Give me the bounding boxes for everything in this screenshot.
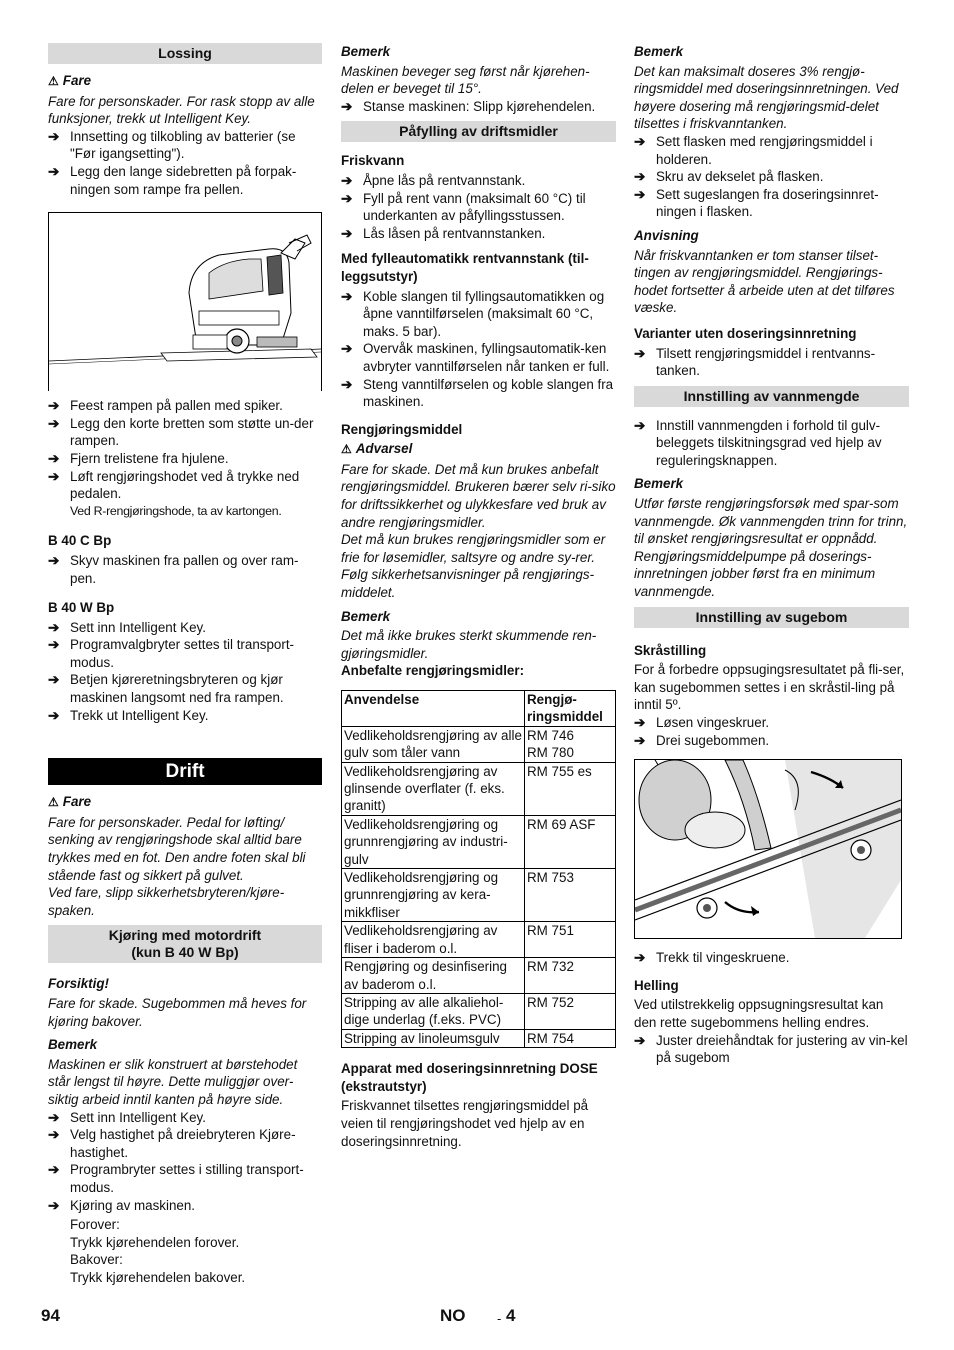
step-item [634,345,909,380]
forover-text: Trykk kjørehendelen forover. [70,1234,240,1250]
fare-title-2: ⚠ Fare [48,794,92,810]
arrow-right-icon: ➔ [48,415,60,431]
bemerk-text-2b: Rengjøringsmiddelpumpe på doserings-innretningen jobber først fra en minimum vannmengde. [634,548,876,600]
dose-text: Friskvannet tilsettes rengjøringsmiddel på veien til rengjøringshodet ved hjelp av en doseringsinnretning. [341,1098,589,1149]
table-cell: RM 69 ASF [525,815,616,868]
arrow-right-icon: ➔ [48,1197,60,1213]
cleaning-agents-table [341,690,616,1048]
arrow-right-icon: ➔ [48,1162,60,1178]
forsiktig-text: Fare for skade. Sugebommen må heves for kjøring bakover. [48,996,307,1029]
table-row [342,993,616,1029]
step-item [48,619,322,637]
arrow-right-icon: ➔ [634,169,646,185]
table-cell: RM 753 [525,869,616,922]
section-number: 4 [506,1306,516,1325]
heading-helling: Helling [634,977,679,993]
bemerk-text: Maskinen beveger seg først når kjørehen-delen er beveget til 15°. [341,63,590,97]
step-item [48,397,322,415]
bemerk-text-2a: Utfør første rengjøringsforsøk med spar-som vannmengde. Øk vannmengden trinn for trinn, til ønsket rengjøringsresultat er oppnådd. [634,496,908,547]
table-cell: Stripping av linoleumsgulv [342,1029,525,1047]
table-cell: RM 754 [525,1029,616,1047]
arrow-right-icon: ➔ [634,133,646,149]
step-item [341,340,616,375]
heading-skrastilling: Skråstilling [634,642,707,658]
arrow-right-icon: ➔ [341,98,353,114]
step-item [48,128,322,163]
arrow-right-icon: ➔ [341,172,353,188]
step-item [634,949,909,967]
step-item [634,714,909,732]
step-item [48,450,322,468]
step-item [634,417,909,470]
step-text: Trekk ut Intelligent Key. [70,707,209,723]
step-text: Tilsett rengjøringsmiddel i rentvanns-tanken. [656,345,876,379]
step-text: Velg hastighet på dreiebryteren Kjøre-hastighet. [70,1127,296,1160]
step-text: Stanse maskinen: Slipp kjørehendelen. [363,98,596,114]
step-item [634,732,909,750]
arrow-right-icon: ➔ [48,163,60,179]
heading-varianter: Varianter uten doseringsinnretning [634,325,857,341]
step-text: Programvalgbryter settes til transport-modus. [70,637,294,670]
step-text: Juster dreiehåndtak for justering av vin-kel på sugebom [656,1032,908,1066]
step-text: Sett inn Intelligent Key. [70,619,206,635]
arrow-right-icon: ➔ [48,672,60,688]
table-cell: RM 746 RM 780 [525,726,616,762]
step-text: Steng vanntilførselen og koble slangen fra maskinen. [363,376,614,410]
step-item [48,1126,322,1161]
bakover-text: Trykk kjørehendelen bakover. [70,1269,246,1285]
anvisning-title: Anvisning [634,227,699,243]
machine-on-pallet-figure [48,212,322,391]
arrow-right-icon: ➔ [341,288,353,304]
heading-fylleautomatikk: Med fylleautomatikk rentvannstank (til-leggsutstyr) [341,251,589,284]
bemerk-text: Maskinen er slik konstruert at børstehodet står lengst til høyre. Dette muliggjør over-siktig arbeid inntil kanten på høyre side. [48,1056,298,1107]
arrow-right-icon: ➔ [48,619,60,635]
arrow-right-icon: ➔ [48,1109,60,1125]
table-cell: RM 755 es [525,762,616,815]
table-row [342,1029,616,1047]
step-item [48,415,322,450]
bemerk-title: Bemerk [48,1037,98,1053]
arrow-right-icon: ➔ [48,707,60,723]
step-item [634,1032,909,1067]
heading-b40w: B 40 W Bp [48,600,115,616]
step-item [48,707,322,725]
machine-illustration [49,213,321,391]
arrow-right-icon: ➔ [634,345,646,361]
bemerk-title: Bemerk [634,44,684,59]
bakover-label: Bakover: [70,1252,123,1268]
step-text: Betjen kjøreretningsbryteren og kjør maskinen langsomt ned fra rampen. [70,672,284,706]
step-item [634,186,909,221]
table-cell: Vedlikeholdsrengjøring av glinsende overflater (f. eks. granitt) [342,762,525,815]
arrow-right-icon: ➔ [341,190,353,206]
step-text: Åpne lås på rentvannstank. [363,172,526,188]
arrow-right-icon: ➔ [634,732,646,748]
arrow-right-icon: ➔ [48,1127,60,1143]
step-text: Sett flasken med rengjøringsmiddel i holderen. [656,133,873,167]
step-text: Overvåk maskinen, fyllingsautomatik-ken avbryter vanntilførselen når tanken er full. [363,341,610,374]
step-text: Innsetting og tilkobling av batterier (se "Før igangsetting"). [70,128,296,162]
forover-label: Forover: [70,1217,120,1233]
step-text: Feest rampen på pallen med spiker. [70,398,283,414]
fare-text-2: Fare for personskader. Pedal for løfting/ senking av rengjøringshode skal alltid bare trykkes med en fot. Den andre foten skal bli stående fast og sikkert på gulvet. [48,814,306,883]
table-header-cell: Rengjø-ringsmiddel [525,691,616,727]
section-heading-motordrift: Kjøring med motordrift (kun B 40 W Bp) [48,925,322,963]
chapter-heading-drift: Drift [48,758,322,785]
arrow-right-icon: ➔ [48,398,60,414]
column-3 [634,43,909,1067]
arrow-right-icon: ➔ [634,417,646,433]
step-item [341,98,616,116]
footer-dash: - [497,1311,502,1326]
table-header-cell: Anvendelse [342,691,525,727]
page-number: 94 [41,1306,60,1325]
table-row [342,815,616,868]
table-cell: Vedlikeholdsrengjøring av alle gulv som tåler vann [342,726,525,762]
step-text: Trekk til vingeskruene. [656,950,790,966]
language-code: NO [440,1306,466,1325]
arrow-right-icon: ➔ [634,1032,646,1048]
section-heading-lossing: Lossing [48,43,322,64]
step-text: Legg den korte bretten som støtte un-der rampen. [70,415,314,449]
step-item [48,163,322,198]
step-item [341,288,616,341]
table-row [342,958,616,994]
warning-icon: ⚠ [48,74,59,88]
step-text: Innstill vannmengden i forhold til gulv-beleggets tilskitningsgrad ved hjelp av reguleringsknappen. [656,417,882,468]
table-cell: Vedlikeholdsrengjøring og grunnrengjøring av industri-gulv [342,815,525,868]
helling-text: Ved utilstrekkelig oppsugningsresultat kan den rette sugebommens helling endres. [634,997,884,1030]
column-2 [341,43,616,1150]
step-item [48,1197,322,1215]
step-text: Fyll på rent vann (maksimalt 60 °C) til underkanten av påfyllingsstussen. [363,190,586,224]
step-text: Sett sugeslangen fra doseringsinnret-ningen i flasken. [656,186,879,220]
step-text: Programbryter settes i stilling transport-modus. [70,1162,304,1195]
table-row [342,869,616,922]
table-cell: RM 752 [525,993,616,1029]
section-heading-vannmengde: Innstilling av vannmengde [634,386,909,407]
table-cell: RM 732 [525,958,616,994]
advarsel-text-2: Det må kun brukes rengjøringsmidler som er frie for løsemidler, saltsyre og andre sy-rer. [341,532,606,565]
anvisning-text: Når friskvanntanken er tom stanser tilset-tingen av rengjøringsmiddel. Rengjørings-hodet fortsetter å arbeide uten at det tilføres væske. [634,247,895,316]
arrow-right-icon: ➔ [48,450,60,466]
bemerk-text-2: Det må ikke brukes sterkt skummende ren-gjøringsmidler. [341,628,597,661]
table-cell: Rengjøring og desinfisering av baderom o.l. [342,958,525,994]
step-text: Løft rengjøringshodet ved å trykke ned pedalen. [70,468,300,502]
step-text: Skyv maskinen fra pallen og over ram-pen. [70,552,299,586]
step-text: Kjøring av maskinen. [70,1197,196,1213]
heading-rengjoringsmiddel: Rengjøringsmiddel [341,421,463,437]
step-item [341,225,616,243]
bemerk-text: Det kan maksimalt doseres 3% rengjø-ringsmiddel med doseringsinnretningen. Ved høyere dosering må rengjøringsmid-delet tilsettes i friskvanntanken. [634,63,899,132]
section-heading-pafylling: Påfylling av driftsmidler [341,121,616,142]
column-1 [48,43,322,1287]
table-row [342,726,616,762]
table-row [342,922,616,958]
step-item [48,552,322,587]
arrow-right-icon: ➔ [341,225,353,241]
warning-icon: ⚠ [341,442,352,457]
arrow-right-icon: ➔ [634,715,646,730]
arrow-right-icon: ➔ [48,637,60,653]
step-text: Lås låsen på rentvannstanken. [363,225,546,241]
step-text: Drei sugebommen. [656,732,770,748]
bemerk-title-2: Bemerk [341,608,391,624]
step-text: Koble slangen til fyllingsautomatikken og åpne vanntilførselen (maksimalt 60 °C, maks. 5 bar). [363,288,605,339]
note-small: Ved R-rengjøringshode, ta av kartongen. [70,503,282,518]
squeegee-illustration [635,760,901,938]
step-item [341,376,616,411]
advarsel-text-1: Fare for skade. Det må kun brukes anbefalt rengjøringsmiddel. Brukeren bærer selv ri-siko for driftssikkerhet og ulykkesfare ved bruk av andre rengjøringsmidler. [341,461,616,530]
step-item [48,1161,322,1196]
bemerk-title-2: Bemerk [634,476,684,492]
table-cell: Stripping av alle alkaliehol-dige underlag (f.eks. PVC) [342,993,525,1029]
table-cell: Vedlikeholdsrengjøring av fliser i baderom o.l. [342,922,525,958]
section-heading-sugebom: Innstilling av sugebom [634,607,909,628]
arrow-right-icon: ➔ [48,552,60,568]
step-item [48,468,322,503]
step-text: Legg den lange sidebretten på forpak-ningen som rampe fra pellen. [70,163,297,197]
squeegee-figure [634,759,902,939]
fare-title: ⚠ Fare [48,73,92,88]
step-item [48,1109,322,1127]
table-cell: Vedlikeholdsrengjøring og grunnrengjøring av kera-mikkfliser [342,869,525,922]
advarsel-title: ⚠ Advarsel [341,441,413,457]
forsiktig-title: Forsiktig! [48,976,110,992]
advarsel-text-3: Følg sikkerhetsanvisninger på rengjørings-middelet. [341,567,595,601]
step-item [48,636,322,671]
step-item [634,133,909,168]
heading-dose: Apparat med doseringsinnretning DOSE (ekstrautstyr) [341,1061,598,1094]
table-row [342,762,616,815]
arrow-right-icon: ➔ [341,376,353,392]
fare-text: Fare for personskader. For rask stopp av alle funksjoner, trekk ut Intelligent Key. [48,93,315,127]
bemerk-title: Bemerk [341,44,391,59]
step-item [341,172,616,190]
arrow-right-icon: ➔ [48,128,60,144]
arrow-right-icon: ➔ [634,186,646,202]
heading-b40c: B 40 C Bp [48,533,112,549]
arrow-right-icon: ➔ [634,950,646,966]
heading-friskvann: Friskvann [341,153,405,169]
step-item [634,168,909,186]
table-cell: RM 751 [525,922,616,958]
step-item [341,190,616,225]
skra-text: For å forbedre oppsugingsresultatet på fli-ser, kan sugebommen settes i en skråstil-ling på inntil 5º. [634,662,905,713]
table-header-row [342,691,616,727]
step-text: Løsen vingeskruer. [656,715,770,730]
table-heading: Anbefalte rengjøringsmidler: [341,663,525,679]
fare-text-3: Ved fare, slipp sikkerhetsbryteren/kjøre-spaken. [48,885,285,918]
step-item [48,671,322,706]
arrow-right-icon: ➔ [48,468,60,484]
step-text: Skru av dekselet på flasken. [656,169,824,185]
step-text: Fjern trelistene fra hjulene. [70,450,229,466]
arrow-right-icon: ➔ [341,341,353,357]
warning-icon: ⚠ [48,795,59,810]
step-text: Sett inn Intelligent Key. [70,1109,206,1125]
